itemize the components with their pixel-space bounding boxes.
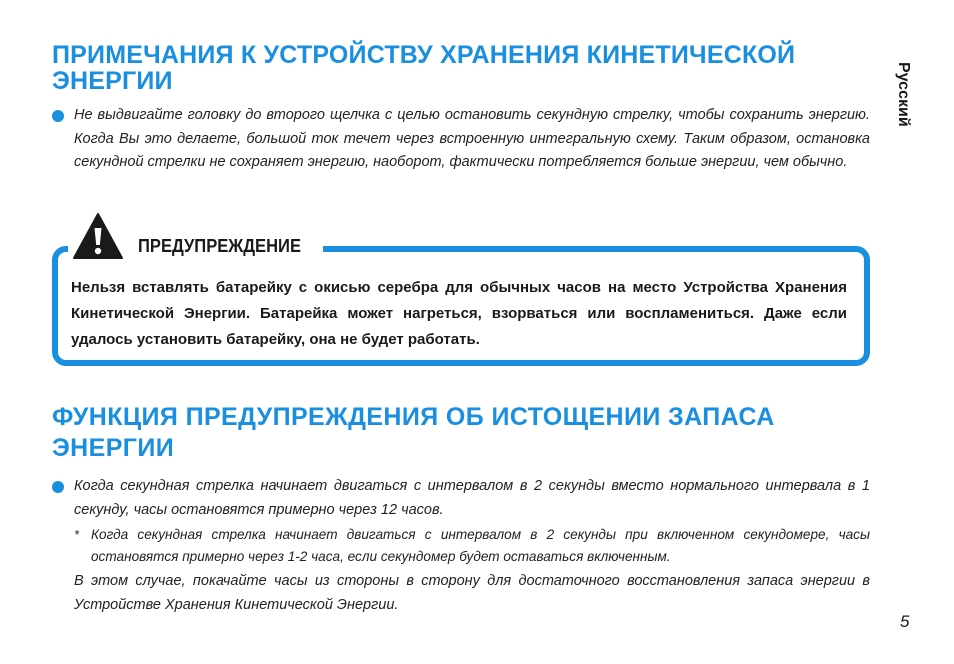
side-language-tab: Русский bbox=[895, 62, 912, 127]
section-title-energy-depletion: ФУНКЦИЯ ПРЕДУПРЕЖДЕНИЯ ОБ ИСТОЩЕНИИ ЗАПАСА ЭНЕРГИИ bbox=[52, 403, 775, 462]
warning-text: Нельзя вставлять батарейку с окисью серебра для обычных часов на место Устройства Хранения Кинетической Энергии. Батарейка может нагреться, взорваться или воспламениться. Даже если удалось установить батарейку, она не будет работать. bbox=[71, 279, 847, 348]
paragraph-kinetic-storage: Не выдвигайте головку до второго щелчка с целью остановить секундную стрелку, чтобы сохранить энергию. Когда Вы это делаете, большой ток течет через встроенную интегральную схему. Таким образом, остановка секундной стрелки не сохраняет энергию, наоборот, фактически потребляется больше энергии, чем обычно. bbox=[74, 107, 870, 170]
note-stopwatch: Когда секундная стрелка начинает двигаться с интервалом в 2 секунды при включенном секундомере, часы остановятся примерно через 1-2 часа, если секундомер будет оставаться включенным. bbox=[91, 527, 870, 564]
note-marker: * bbox=[74, 527, 80, 542]
bullet-icon bbox=[52, 481, 64, 493]
section-title-kinetic-storage: ПРИМЕЧАНИЯ К УСТРОЙСТВУ ХРАНЕНИЯ КИНЕТИЧЕСКОЙ ЭНЕРГИИ bbox=[52, 41, 796, 95]
warning-triangle-icon bbox=[72, 212, 124, 260]
paragraph-energy-depletion: Когда секундная стрелка начинает двигаться с интервалом в 2 секунды вместо нормального интервала в 1 секунду, часы остановятся примерно через 12 часов. bbox=[74, 478, 870, 518]
warning-title: ПРЕДУПРЕЖДЕНИЕ bbox=[138, 236, 302, 256]
page-number: 5 bbox=[900, 612, 910, 631]
paragraph-recovery: В этом случае, покачайте часы из стороны в сторону для достаточного восстановления запаса энергии в Устройстве Хранения Кинетической Энергии. bbox=[74, 573, 870, 613]
warning-header bbox=[68, 208, 323, 260]
bullet-icon bbox=[52, 110, 64, 122]
